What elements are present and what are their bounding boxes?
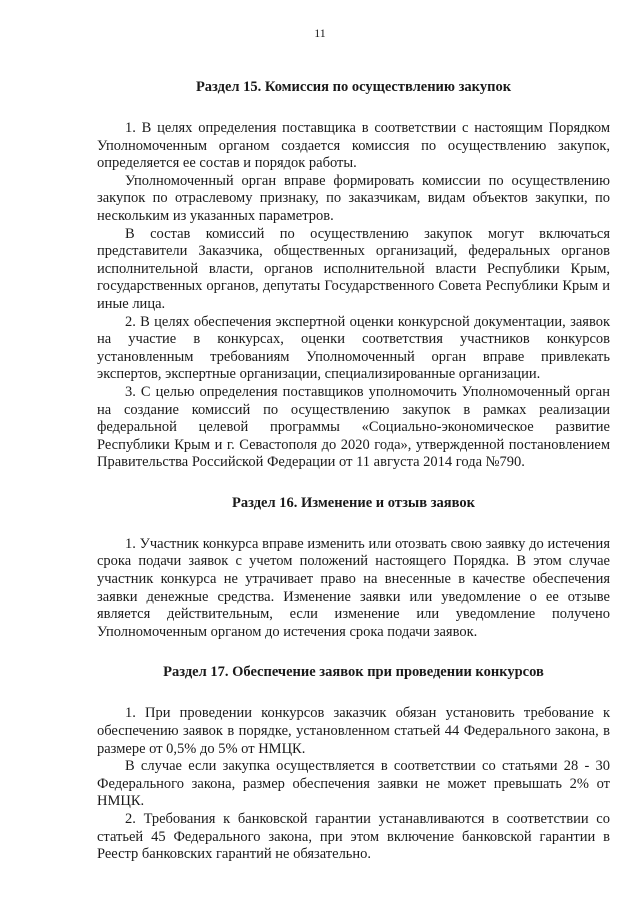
section-15-title: Раздел 15. Комиссия по осуществлению закупок [195,79,512,95]
section-17-paragraph: 2. Требования к банковской гарантии устанавливаются в соответствии со статьей 45 Федерального закона, при этом включение банковской гарантии в Реестр банковских гарантий не обязательно. [97,811,610,863]
section-15-paragraph: Уполномоченный орган вправе формировать комиссии по осуществлению закупок по отраслевому признаку, по заказчикам, видам объектов закупки, по нескольким из указанных параметров. [97,172,610,224]
section-15-paragraph: 2. В целях обеспечения экспертной оценки конкурсной документации, заявок на участие в конкурсах, оценки соответствия участников конкурсов установленным требованиям Уполномоченный орган вправе привлекать экспертов, экспертные организации, специализированные организации. [97,313,610,383]
section-17-title: Раздел 17. Обеспечение заявок при проведении конкурсов [163,664,544,681]
section-16-paragraph: 1. Участник конкурса вправе изменить или отозвать свою заявку до истечения срока подачи заявок с учетом положений настоящего Порядка. В этом случае участник конкурса не утрачивает право на внесенные в качестве обеспечения заявки денежные средства. Изменение заявки или уведомление о ее отзыве является действительным, если изменение или уведомление получено Уполномоченным органом до истечения срока подачи заявок. [97,535,610,640]
section-15-paragraph: В состав комиссий по осуществлению закупок могут включаться представители Заказчика, общественных организаций, федеральных органов исполнительной власти, органов исполнительной власти Республики Крым, государственных органов, депутаты Государственного Совета Республики Крым и иные лица. [97,225,610,312]
section-15-paragraph: 3. С целью определения поставщиков уполномочить Уполномоченный орган на создание комиссий по осуществлению закупок в рамках реализации федеральной целевой программы «Социально-экономическое развитие Республики Крым и г. Севастополя до 2020 года», утвержденной постановлением Правительства Российской Федерации от 11 августа 2014 года №790. [97,383,610,471]
document-body [97,78,610,864]
page-number: 11 [314,26,326,40]
section-16-title: Раздел 16. Изменение и отзыв заявок [232,494,475,511]
section-17-paragraph: 1. При проведении конкурсов заказчик обязан установить требование к обеспечению заявок в порядке, установленном статьей 44 Федерального закона, в размере от 0,5% до 5% от НМЦК. [97,705,610,757]
section-15-paragraph: 1. В целях определения поставщика в соответствии с настоящим Порядком Уполномоченным органом создается комиссия по осуществлению закупок, определяется ее состав и порядок работы. [97,120,610,172]
section-17-paragraph: В случае если закупка осуществляется в соответствии со статьями 28 - 30 Федерального закона, размер обеспечения заявки не может превышать 2% от НМЦК. [97,758,610,810]
